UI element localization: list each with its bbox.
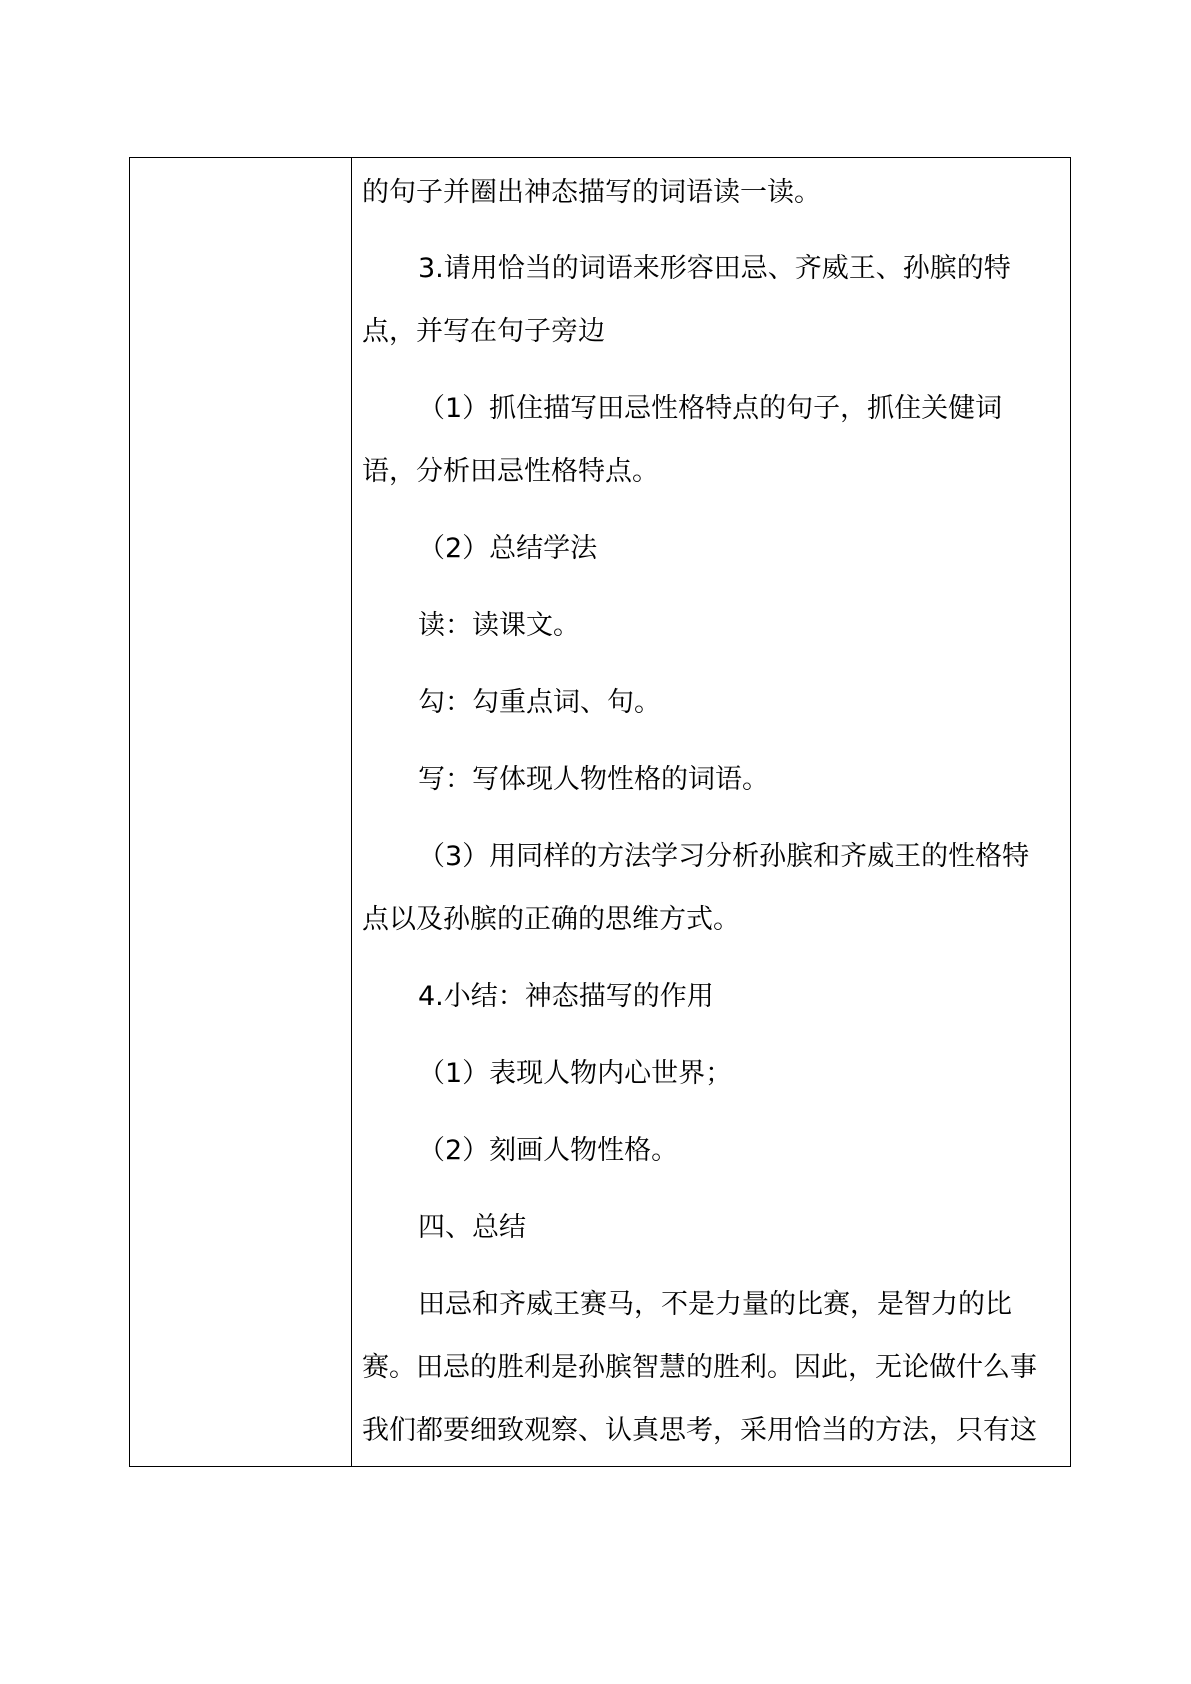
table-right-cell [352,158,1070,1466]
text-line: 语，分析田忌性格特点。 [362,456,659,487]
text-line: 赛。田忌的胜利是孙膑智慧的胜利。因此，无论做什么事 [362,1352,1037,1383]
text-line: 的句子并圈出神态描写的词语读一读。 [362,177,821,208]
text-line: 读：读课文。 [418,610,580,641]
lesson-table [129,157,1071,1467]
text-line: 点以及孙膑的正确的思维方式。 [362,904,740,935]
text-line: 田忌和齐威王赛马，不是力量的比赛，是智力的比 [418,1289,1012,1320]
text-line: （3）用同样的方法学习分析孙膑和齐威王的性格特 [418,841,1030,872]
table-left-cell [130,158,352,1466]
text-line: 我们都要细致观察、认真思考，采用恰当的方法，只有这 [362,1415,1037,1446]
text-line: （1）表现人物内心世界； [418,1058,733,1089]
text-line: 3.请用恰当的词语来形容田忌、齐威王、孙膑的特 [418,253,1011,284]
text-line: 点，并写在句子旁边 [362,316,605,347]
text-line: 4.小结：神态描写的作用 [418,981,714,1012]
text-line: （2）刻画人物性格。 [418,1135,679,1166]
text-line: 写：写体现人物性格的词语。 [418,764,769,795]
section-heading: 四、总结 [418,1212,526,1243]
text-line: （1）抓住描写田忌性格特点的句子，抓住关健词 [418,393,1003,424]
text-line: （2）总结学法 [418,533,598,564]
text-line: 勾：勾重点词、句。 [418,687,661,718]
